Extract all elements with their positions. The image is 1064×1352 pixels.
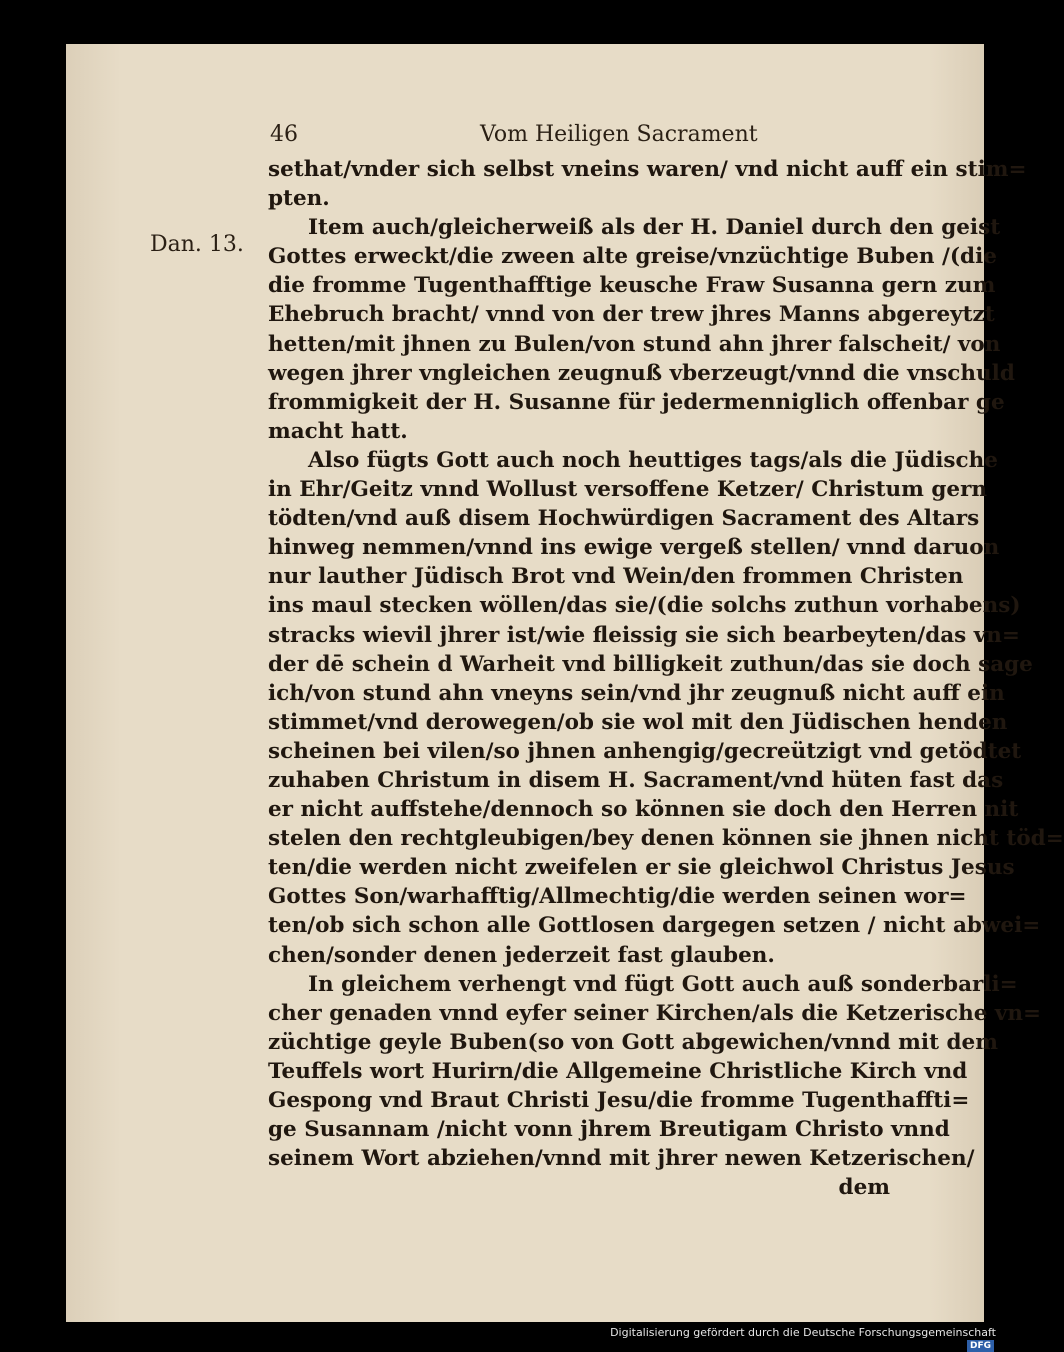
text-line: ten/ob sich schon alle Gottlosen dargegen setzen / nicht abwei= bbox=[268, 913, 1041, 939]
text-line: Also fügts Gott auch noch heuttiges tags/als die Jüdische bbox=[308, 447, 998, 473]
text-line: In gleichem verhengt vnd fügt Gott auch auß sonderbarli= bbox=[308, 971, 1018, 997]
text-line: züchtige geyle Buben(so von Gott abgewichen/vnnd mit dem bbox=[268, 1029, 998, 1055]
dfg-logo: DFG bbox=[967, 1340, 994, 1352]
text-line: seinem Wort abziehen/vnnd mit jhrer newen Ketzerischen/ bbox=[268, 1146, 975, 1172]
text-line: ich/von stund ahn vneyns sein/vnd jhr zeugnuß nicht auff ein bbox=[268, 680, 1005, 706]
text-line: Ehebruch bracht/ vnnd von der trew jhres Manns abgereytzt bbox=[268, 302, 995, 328]
text-line: hetten/mit jhnen zu Bulen/von stund ahn jhrer falscheit/ von bbox=[268, 331, 1001, 357]
text-line: Teuffels wort Hurirn/die Allgemeine Christliche Kirch vnd bbox=[268, 1058, 968, 1084]
text-line: stimmet/vnd derowegen/ob sie wol mit den Jüdischen henden bbox=[268, 709, 1008, 735]
text-line: zuhaben Christum in disem H. Sacrament/vnd hüten fast das bbox=[268, 767, 1004, 793]
text-line: ten/die werden nicht zweifelen er sie gleichwol Christus Jesus bbox=[268, 855, 1015, 881]
text-line: ins maul stecken wöllen/das sie/(die solchs zuthun vorhabens) bbox=[268, 593, 1021, 619]
text-line: nur lauther Jüdisch Brot vnd Wein/den frommen Christen bbox=[268, 564, 964, 590]
text-line: pten. bbox=[268, 186, 330, 212]
text-line: stracks wievil jhrer ist/wie fleissig sie sich bearbeyten/das vn= bbox=[268, 622, 1020, 648]
text-line: Gottes Son/warhafftig/Allmechtig/die werden seinen wor= bbox=[268, 884, 967, 910]
text-line: macht hatt. bbox=[268, 418, 408, 444]
text-line: stelen den rechtgleubigen/bey denen können sie jhnen nicht töd= bbox=[268, 826, 1064, 852]
running-head: Vom Heiligen Sacrament bbox=[480, 122, 758, 147]
text-line: chen/sonder denen jederzeit fast glauben. bbox=[268, 942, 775, 968]
text-line: in Ehr/Geitz vnnd Wollust versoffene Ketzer/ Christum gern bbox=[268, 477, 988, 503]
text-line: Item auch/gleicherweiß als der H. Daniel durch den geist bbox=[308, 215, 1001, 241]
text-line: er nicht auffstehe/dennoch so können sie doch den Herren nit bbox=[268, 797, 1019, 823]
text-line: cher genaden vnnd eyfer seiner Kirchen/als die Ketzerische vn= bbox=[268, 1000, 1042, 1026]
text-line: ge Susannam /nicht vonn jhrem Breutigam Christo vnnd bbox=[268, 1117, 950, 1143]
footer-credit-bar bbox=[600, 1326, 1000, 1351]
text-line: wegen jhrer vngleichen zeugnuß vberzeugt/vnnd die vnschuld bbox=[268, 360, 1015, 386]
text-line: Gespong vnd Braut Christi Jesu/die fromme Tugenthaffti= bbox=[268, 1088, 970, 1113]
body-text bbox=[268, 155, 1064, 1202]
text-line: frommigkeit der H. Susanne für jedermenniglich offenbar ge bbox=[268, 389, 1005, 415]
text-line: dem bbox=[838, 1175, 890, 1201]
text-line: scheinen bei vilen/so jhnen anhengig/gecreützigt vnd getödtet bbox=[268, 738, 1022, 764]
text-line: die fromme Tugenthafftige keusche Fraw Susanna gern zum bbox=[268, 273, 996, 299]
text-line: hinweg nemmen/vnnd ins ewige vergeß stellen/ vnnd daruon bbox=[268, 535, 1000, 561]
funding-credit: Digitalisierung gefördert durch die Deutsche Forschungsgemeinschaft bbox=[610, 1326, 996, 1339]
text-line: tödten/vnd auß disem Hochwürdigen Sacrament des Altars bbox=[268, 506, 980, 532]
margin-note: Dan. 13. bbox=[150, 232, 244, 257]
page-number: 46 bbox=[270, 122, 298, 147]
text-line: sethat/vnder sich selbst vneins waren/ vnd nicht auff ein stim= bbox=[268, 157, 1027, 182]
text-line: der dē schein d Warheit vnd billigkeit zuthun/das sie doch sage bbox=[268, 651, 1033, 677]
text-line: Gottes erweckt/die zween alte greise/vnzüchtige Buben /(die bbox=[268, 244, 997, 270]
